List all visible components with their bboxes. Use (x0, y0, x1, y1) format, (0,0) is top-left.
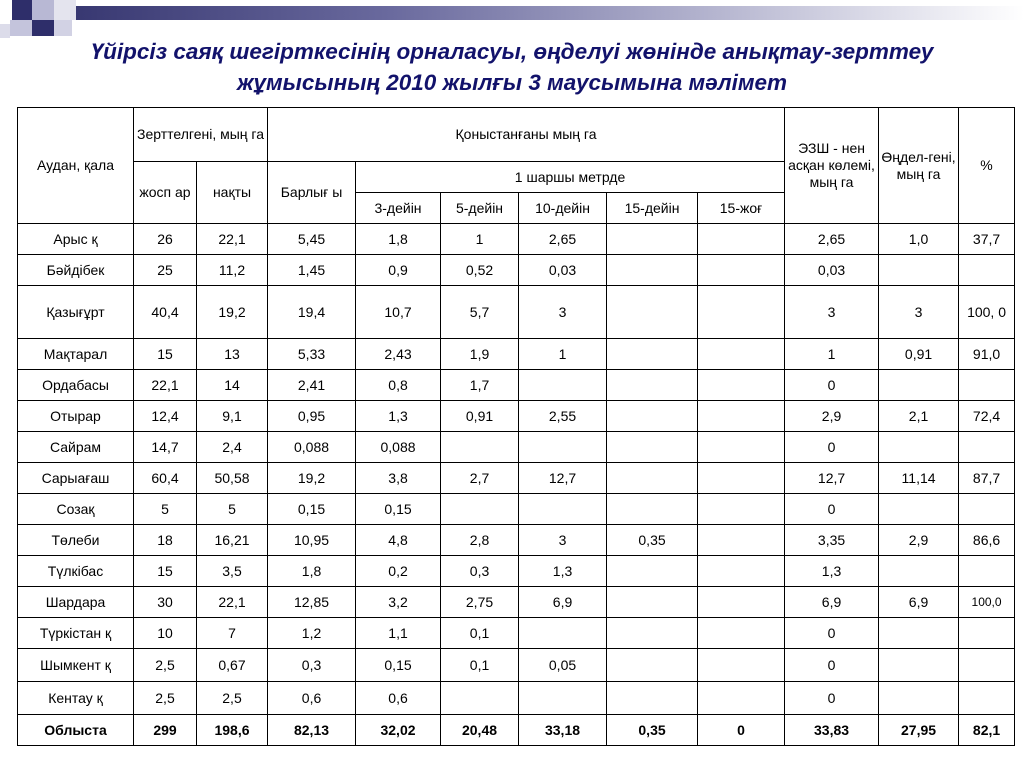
table-row (18, 339, 1015, 370)
header-settled: Қоныстанғаны мың га (268, 108, 785, 162)
table-cell (698, 286, 785, 339)
district-name-cell: Арыс қ (18, 224, 134, 255)
header-bin: 3-дейін (356, 193, 441, 224)
table-body (18, 224, 1015, 746)
table-cell: 0 (785, 432, 879, 463)
table-row (18, 463, 1015, 494)
deco-square-icon (10, 20, 32, 36)
table-cell: 19,4 (268, 286, 356, 339)
table-cell (698, 401, 785, 432)
table-cell (519, 618, 607, 649)
district-name-cell: Ордабасы (18, 370, 134, 401)
table-cell: 1 (785, 339, 879, 370)
table-cell: 0,52 (441, 255, 519, 286)
table-cell: 0,1 (441, 649, 519, 682)
table-cell (607, 618, 698, 649)
table-cell: 4,8 (356, 525, 441, 556)
table-cell: 12,7 (519, 463, 607, 494)
district-name-cell: Сайрам (18, 432, 134, 463)
table-cell: 2,9 (879, 525, 959, 556)
table-cell (698, 525, 785, 556)
table-cell: 3 (879, 286, 959, 339)
table-cell: 9,1 (197, 401, 268, 432)
table-cell (959, 494, 1015, 525)
table-cell: 0,6 (268, 682, 356, 715)
table-cell: 0,91 (441, 401, 519, 432)
table-cell: 11,2 (197, 255, 268, 286)
table-cell (698, 494, 785, 525)
table-cell (698, 224, 785, 255)
total-label-cell: Облыста (18, 715, 134, 746)
header-per-sqm: 1 шаршы метрде (356, 162, 785, 193)
table-row (18, 618, 1015, 649)
table-cell (607, 224, 698, 255)
table-row (18, 556, 1015, 587)
table-cell: 0,2 (356, 556, 441, 587)
table-row (18, 525, 1015, 556)
table-cell: 1,8 (356, 224, 441, 255)
table-cell: 3 (519, 286, 607, 339)
total-cell: 82,13 (268, 715, 356, 746)
table-cell: 15 (134, 556, 197, 587)
table-cell: 5 (197, 494, 268, 525)
table-cell: 18 (134, 525, 197, 556)
district-name-cell: Созақ (18, 494, 134, 525)
total-cell: 27,95 (879, 715, 959, 746)
table-cell (607, 286, 698, 339)
table-cell: 0 (785, 618, 879, 649)
table-cell (519, 682, 607, 715)
table-cell (607, 682, 698, 715)
district-name-cell: Қазығұрт (18, 286, 134, 339)
table-cell (698, 255, 785, 286)
table-cell: 60,4 (134, 463, 197, 494)
table-cell: 19,2 (197, 286, 268, 339)
table-cell (519, 432, 607, 463)
table-cell (607, 463, 698, 494)
table-cell (607, 339, 698, 370)
table-cell: 0,8 (356, 370, 441, 401)
table-cell (879, 255, 959, 286)
table-cell (959, 370, 1015, 401)
table-cell (879, 682, 959, 715)
header-bin: 15-дейін (607, 193, 698, 224)
table-cell: 1,2 (268, 618, 356, 649)
header-bin: 5-дейін (441, 193, 519, 224)
total-cell: 33,18 (519, 715, 607, 746)
deco-square-icon (32, 20, 54, 36)
table-cell (698, 432, 785, 463)
table-cell: 2,4 (197, 432, 268, 463)
header-actual: нақты (197, 162, 268, 224)
table-cell: 1,1 (356, 618, 441, 649)
table-cell (607, 587, 698, 618)
table-cell: 72,4 (959, 401, 1015, 432)
table-cell (607, 401, 698, 432)
table-cell: 3,5 (197, 556, 268, 587)
table-cell: 0,9 (356, 255, 441, 286)
table-cell: 0,6 (356, 682, 441, 715)
table-cell (698, 618, 785, 649)
district-name-cell: Кентау қ (18, 682, 134, 715)
table-cell (607, 649, 698, 682)
table-cell (519, 370, 607, 401)
table-cell: 0 (785, 649, 879, 682)
deco-square-icon (12, 0, 32, 20)
table-cell: 2,75 (441, 587, 519, 618)
header-ezsh: ЭЗШ - нен асқан көлемі, мың га (785, 108, 879, 224)
district-name-cell: Шардара (18, 587, 134, 618)
title-line-2: жұмысының 2010 жылғы 3 маусымына мәлімет (236, 70, 788, 95)
table-cell: 0 (785, 682, 879, 715)
table-cell: 3,2 (356, 587, 441, 618)
table-cell (607, 370, 698, 401)
header-percent: % (959, 108, 1015, 224)
table-cell: 14,7 (134, 432, 197, 463)
district-name-cell: Түлкібас (18, 556, 134, 587)
table-cell: 12,85 (268, 587, 356, 618)
table-row (18, 682, 1015, 715)
table-cell (879, 494, 959, 525)
table-cell: 37,7 (959, 224, 1015, 255)
district-name-cell: Мақтарал (18, 339, 134, 370)
table-cell: 0,088 (356, 432, 441, 463)
table-cell: 6,9 (879, 587, 959, 618)
table-cell: 0,03 (785, 255, 879, 286)
table-cell (698, 463, 785, 494)
table-cell: 1,0 (879, 224, 959, 255)
table-cell: 3,8 (356, 463, 441, 494)
table-cell (879, 618, 959, 649)
table-cell: 3 (785, 286, 879, 339)
table-cell: 2,55 (519, 401, 607, 432)
table-cell: 0 (785, 494, 879, 525)
header-surveyed: Зерттелгені, мың га (134, 108, 268, 162)
table-cell (959, 255, 1015, 286)
table-cell: 0,3 (441, 556, 519, 587)
table-cell: 13 (197, 339, 268, 370)
header-total: Барлығ ы (268, 162, 356, 224)
header-plan: жосп ар (134, 162, 197, 224)
table-cell (698, 649, 785, 682)
table-cell: 86,6 (959, 525, 1015, 556)
total-cell: 20,48 (441, 715, 519, 746)
table-cell: 40,4 (134, 286, 197, 339)
table-cell: 6,9 (785, 587, 879, 618)
table-cell: 2,1 (879, 401, 959, 432)
table-cell: 0,15 (356, 494, 441, 525)
table-cell: 0,03 (519, 255, 607, 286)
table-cell: 25 (134, 255, 197, 286)
district-name-cell: Бәйдібек (18, 255, 134, 286)
table-row (18, 587, 1015, 618)
total-row (18, 715, 1015, 746)
table-row (18, 255, 1015, 286)
table-cell: 1,3 (356, 401, 441, 432)
district-name-cell: Сарыағаш (18, 463, 134, 494)
table-cell: 87,7 (959, 463, 1015, 494)
table-row (18, 432, 1015, 463)
table-cell (959, 682, 1015, 715)
table-cell: 0,088 (268, 432, 356, 463)
table-cell: 1,7 (441, 370, 519, 401)
table-cell (698, 339, 785, 370)
table-cell (959, 618, 1015, 649)
table-cell: 2,9 (785, 401, 879, 432)
table-row (18, 286, 1015, 339)
total-cell: 32,02 (356, 715, 441, 746)
header-bin: 10-дейін (519, 193, 607, 224)
table-cell: 0,05 (519, 649, 607, 682)
table-cell (441, 432, 519, 463)
table-cell: 30 (134, 587, 197, 618)
table-cell: 2,7 (441, 463, 519, 494)
table-cell: 14 (197, 370, 268, 401)
table-cell: 100,0 (959, 587, 1015, 618)
table-row (18, 494, 1015, 525)
table-cell: 1,45 (268, 255, 356, 286)
total-cell: 0 (698, 715, 785, 746)
table-cell: 0,91 (879, 339, 959, 370)
total-cell: 33,83 (785, 715, 879, 746)
table-cell: 12,7 (785, 463, 879, 494)
header-district: Аудан, қала (18, 108, 134, 224)
table-cell: 0,95 (268, 401, 356, 432)
table-cell (607, 556, 698, 587)
table-cell (607, 494, 698, 525)
table-cell: 2,5 (197, 682, 268, 715)
deco-square-icon (54, 0, 76, 20)
table-cell: 100, 0 (959, 286, 1015, 339)
table-cell: 0,3 (268, 649, 356, 682)
table-cell: 2,8 (441, 525, 519, 556)
total-cell: 198,6 (197, 715, 268, 746)
table-cell (441, 494, 519, 525)
table-cell: 1 (519, 339, 607, 370)
table-cell (879, 649, 959, 682)
header-treated: Өңдел-гені, мың га (879, 108, 959, 224)
table-cell: 0,1 (441, 618, 519, 649)
table-cell: 0,15 (268, 494, 356, 525)
table-cell: 5,33 (268, 339, 356, 370)
table-cell (959, 432, 1015, 463)
table-cell: 1 (441, 224, 519, 255)
table-cell (519, 494, 607, 525)
table-cell: 2,65 (785, 224, 879, 255)
total-cell: 299 (134, 715, 197, 746)
table-cell (959, 556, 1015, 587)
table-cell: 50,58 (197, 463, 268, 494)
table-cell: 2,5 (134, 682, 197, 715)
table-cell: 3,35 (785, 525, 879, 556)
deco-square-icon (0, 24, 10, 38)
header-bin: 15-жоғ (698, 193, 785, 224)
table-cell (698, 587, 785, 618)
table-cell: 5,45 (268, 224, 356, 255)
header-gradient-band (50, 6, 1024, 20)
table-cell: 10,95 (268, 525, 356, 556)
table-cell (698, 370, 785, 401)
table-cell: 2,5 (134, 649, 197, 682)
table-cell: 10,7 (356, 286, 441, 339)
table-cell: 0,15 (356, 649, 441, 682)
district-name-cell: Отырар (18, 401, 134, 432)
table-cell (698, 556, 785, 587)
table-row (18, 401, 1015, 432)
table-cell: 12,4 (134, 401, 197, 432)
table-cell: 16,21 (197, 525, 268, 556)
table-cell: 2,41 (268, 370, 356, 401)
table-cell: 19,2 (268, 463, 356, 494)
title-line-1: Үйірсіз саяқ шегірткесінің орналасуы, өңделуі жөнінде анықтау-зерттеу (90, 39, 934, 64)
table-cell: 2,65 (519, 224, 607, 255)
table-cell (959, 649, 1015, 682)
table-cell (879, 370, 959, 401)
table-cell: 3 (519, 525, 607, 556)
table-cell: 7 (197, 618, 268, 649)
district-name-cell: Төлеби (18, 525, 134, 556)
table-cell: 2,43 (356, 339, 441, 370)
table-cell (607, 255, 698, 286)
table-cell: 5 (134, 494, 197, 525)
table-cell: 0,67 (197, 649, 268, 682)
table-cell (698, 682, 785, 715)
locust-data-table (17, 107, 1015, 746)
table-cell: 15 (134, 339, 197, 370)
table-cell: 6,9 (519, 587, 607, 618)
table-cell: 1,3 (519, 556, 607, 587)
page-title (20, 36, 1004, 98)
table-cell: 11,14 (879, 463, 959, 494)
table-cell: 0,35 (607, 525, 698, 556)
table-cell: 5,7 (441, 286, 519, 339)
table-cell: 91,0 (959, 339, 1015, 370)
deco-square-icon (54, 20, 72, 36)
deco-square-icon (32, 0, 54, 20)
table-cell: 1,9 (441, 339, 519, 370)
table-cell (879, 556, 959, 587)
table-cell: 22,1 (197, 224, 268, 255)
table-row (18, 370, 1015, 401)
table-cell: 1,3 (785, 556, 879, 587)
table-cell (879, 432, 959, 463)
total-cell: 82,1 (959, 715, 1015, 746)
table-cell: 1,8 (268, 556, 356, 587)
table-cell: 0 (785, 370, 879, 401)
table-cell: 22,1 (197, 587, 268, 618)
table-cell: 26 (134, 224, 197, 255)
district-name-cell: Түркістан қ (18, 618, 134, 649)
table-row (18, 224, 1015, 255)
table-cell: 22,1 (134, 370, 197, 401)
table-row (18, 649, 1015, 682)
total-cell: 0,35 (607, 715, 698, 746)
district-name-cell: Шымкент қ (18, 649, 134, 682)
table-cell (441, 682, 519, 715)
table-cell (607, 432, 698, 463)
table-cell: 10 (134, 618, 197, 649)
